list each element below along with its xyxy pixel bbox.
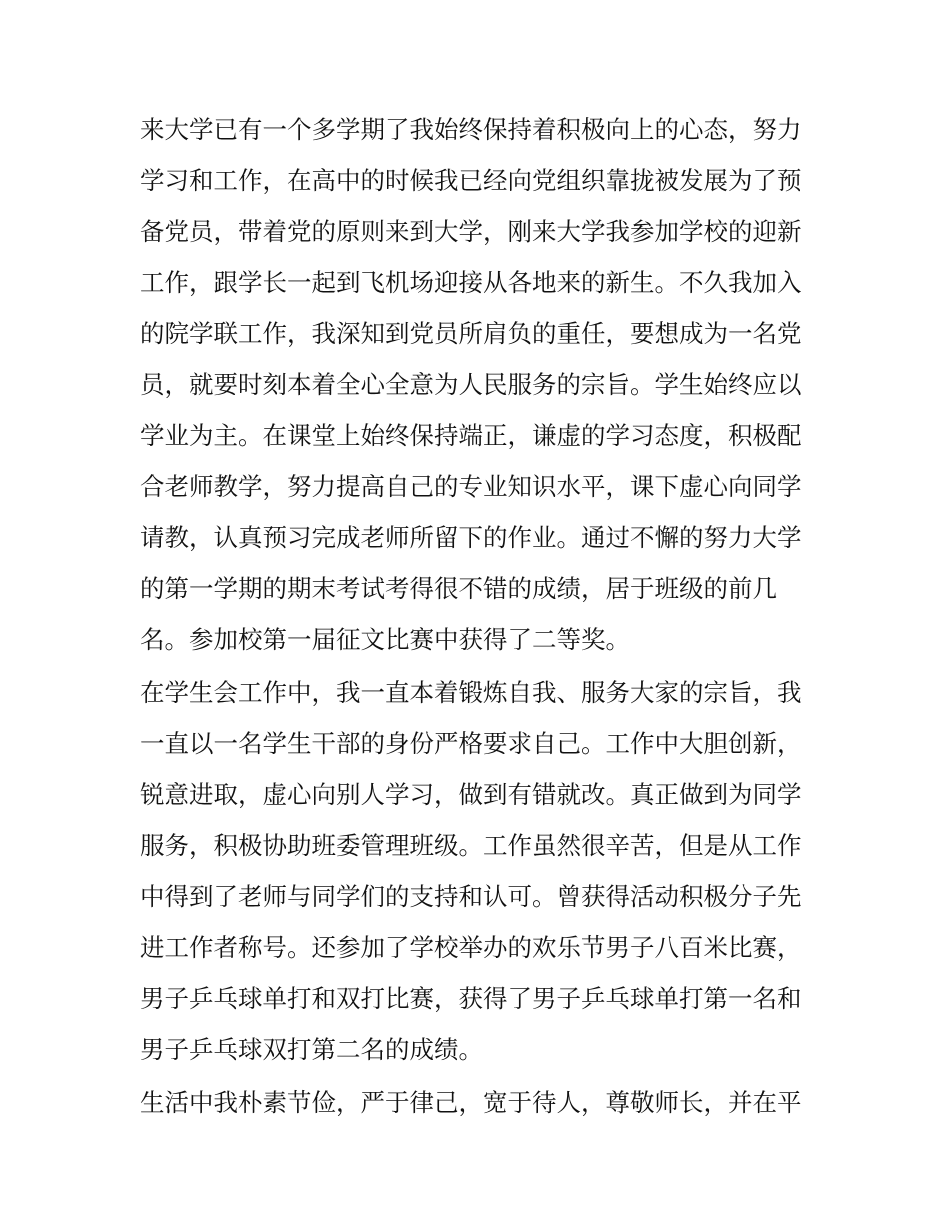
text-line: 生活中我朴素节俭，严于律己，宽于待人，尊敬师长，并在平 <box>140 1088 802 1117</box>
document-body <box>140 104 820 1128</box>
text-line: 合老师教学，努力提高自己的专业知识水平，课下虚心向同学 <box>140 472 802 501</box>
paragraph-study <box>140 104 820 665</box>
text-line: 的院学联工作，我深知到党员所肩负的重任，要想成为一名党 <box>140 319 802 348</box>
text-line: 工作，跟学长一起到飞机场迎接从各地来的新生。不久我加入 <box>140 268 802 297</box>
text-line: 学业为主。在课堂上始终保持端正，谦虚的学习态度，积极配 <box>140 421 802 450</box>
text-line: 中得到了老师与同学们的支持和认可。曾获得活动积极分子先 <box>140 882 802 911</box>
text-line: 男子乒乓球单打和双打比赛，获得了男子乒乓球单打第一名和 <box>140 984 802 1013</box>
paragraph-student-union <box>140 667 820 1075</box>
text-line: 员，就要时刻本着全心全意为人民服务的宗旨。学生始终应以 <box>140 370 802 399</box>
text-line: 男子乒乓球双打第二名的成绩。 <box>140 1035 483 1064</box>
text-line: 的第一学期的期末考试考得很不错的成绩，居于班级的前几 <box>140 574 777 603</box>
text-line: 进工作者称号。还参加了学校举办的欢乐节男子八百米比赛， <box>140 933 802 962</box>
text-line: 备党员，带着党的原则来到大学，刚来大学我参加学校的迎新 <box>140 217 802 246</box>
text-line: 学习和工作，在高中的时候我已经向党组织靠拢被发展为了预 <box>140 166 802 195</box>
text-line: 来大学已有一个多学期了我始终保持着积极向上的心态，努力 <box>140 115 802 144</box>
text-line: 请教，认真预习完成老师所留下的作业。通过不懈的努力大学 <box>140 523 802 552</box>
text-line: 锐意进取，虚心向别人学习，做到有错就改。真正做到为同学 <box>140 780 802 809</box>
text-line: 名。参加校第一届征文比赛中获得了二等奖。 <box>140 625 630 654</box>
text-line: 服务，积极协助班委管理班级。工作虽然很辛苦，但是从工作 <box>140 831 802 860</box>
text-line: 一直以一名学生干部的身份严格要求自己。工作中大胆创新， <box>140 729 802 758</box>
paragraph-life <box>140 1077 820 1128</box>
text-line: 在学生会工作中，我一直本着锻炼自我、服务大家的宗旨，我 <box>140 678 802 707</box>
